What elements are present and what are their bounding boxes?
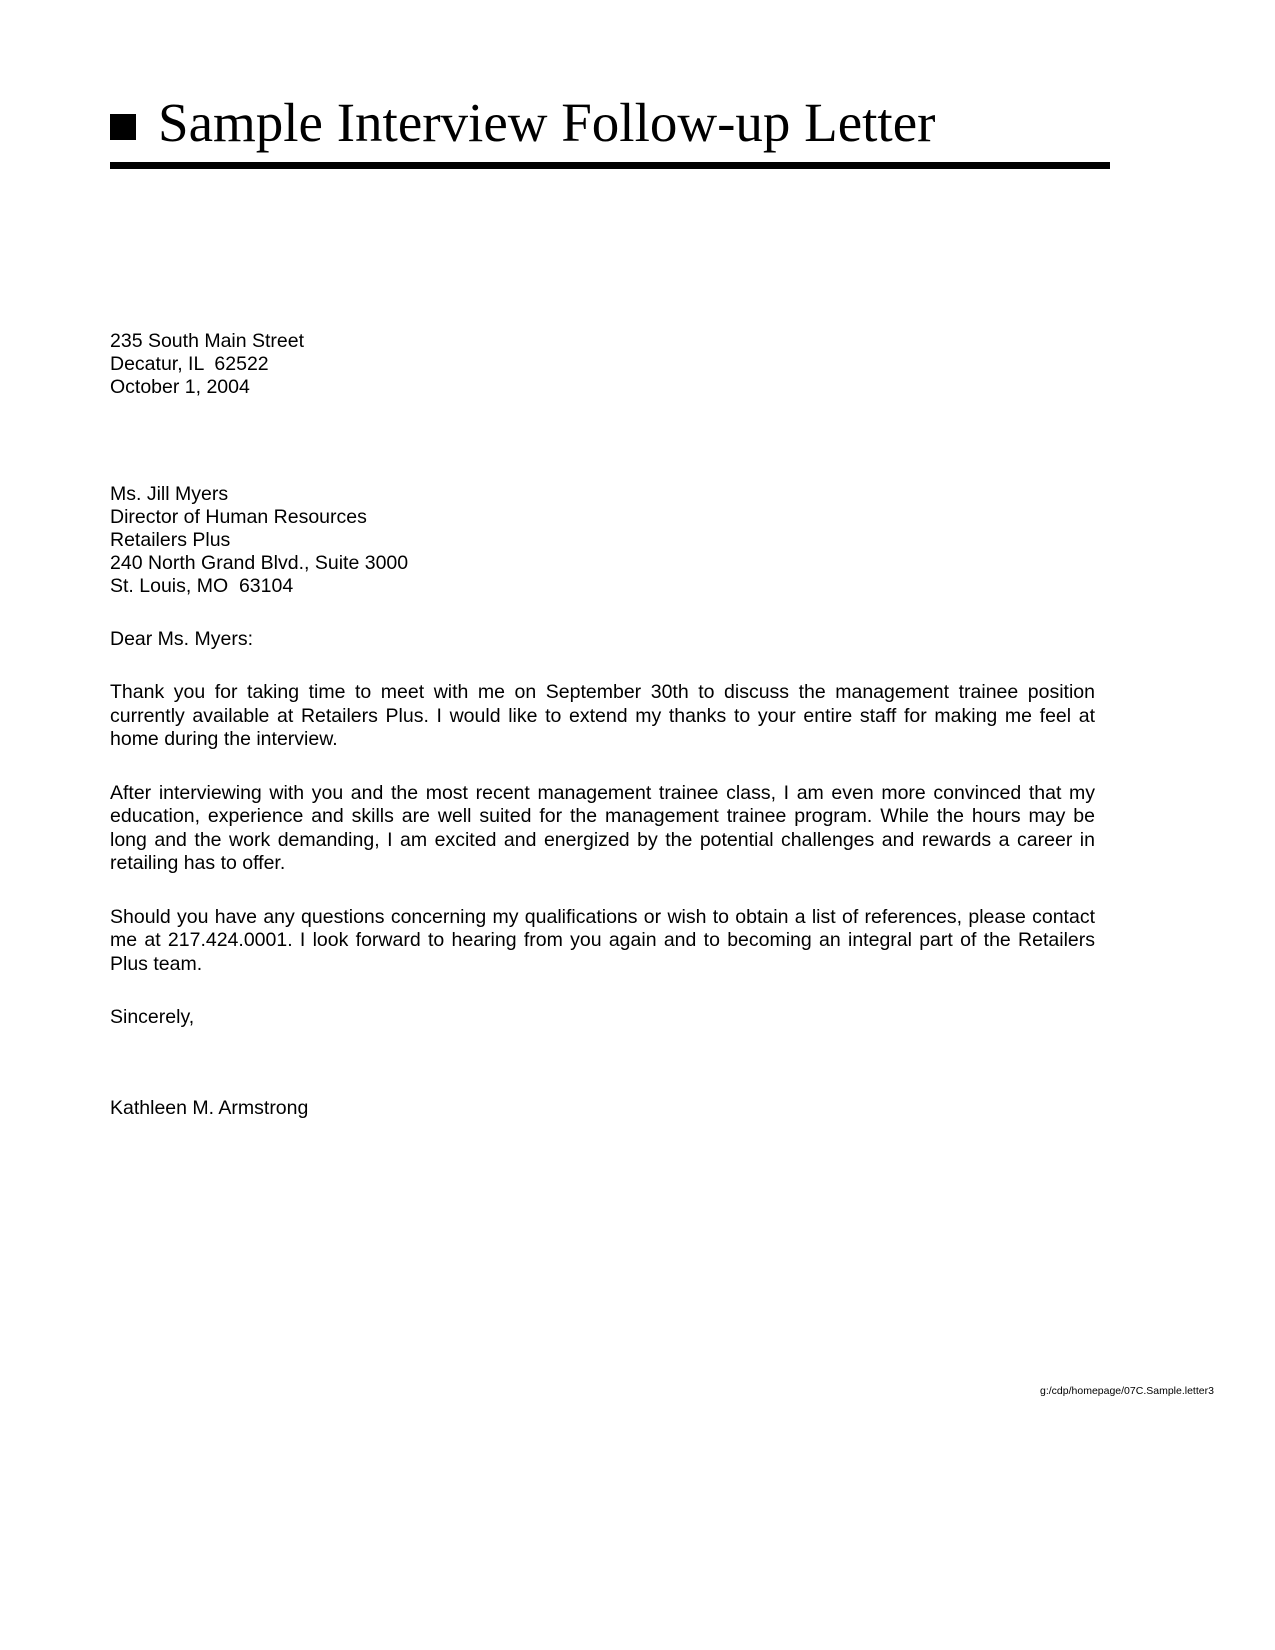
square-bullet-icon [110,114,136,140]
signature-space [110,1029,1100,1097]
spacer [110,976,1100,1006]
closing: Sincerely, [110,1006,195,1028]
signature-name: Kathleen M. Armstrong [110,1097,309,1119]
recipient-city-state-zip: St. Louis, MO 63104 [110,575,294,597]
body-paragraph-2: After interviewing with you and the most recent management trainee class, I am even more convinced that my education, experience and skills are well suited for the management trainee program. While the hours may be long and the work demanding, I am excited and energized by the potential challenges and rewards a career in retailing has to offer. [110,781,1095,874]
recipient-address [110,483,1100,598]
recipient-title: Director of Human Resources [110,506,367,528]
sender-address [110,330,1100,399]
spacer [110,598,1100,628]
salutation: Dear Ms. Myers: [110,628,254,650]
title-divider [110,162,1110,169]
title-row [110,92,1110,154]
footer-file-code: g:/cdp/homepage/07C.Sample.letter3 [1040,1385,1214,1397]
title-block [110,92,1110,169]
sender-address-line: Decatur, IL 62522 [110,353,269,375]
letter-date: October 1, 2004 [110,376,250,398]
spacer [110,752,1100,782]
page-title: Sample Interview Follow-up Letter [158,92,936,153]
sender-address-line: 235 South Main Street [110,330,305,352]
spacer [110,876,1100,906]
body-paragraph-3: Should you have any questions concerning my qualifications or wish to obtain a list of references, please contact me at 217.424.0001. I look forward to hearing from you again and to becoming an integral part of the Retailers Plus team. [110,905,1095,975]
spacer [110,651,1100,681]
spacer [110,399,1100,483]
recipient-company: Retailers Plus [110,529,231,551]
letter-body [110,330,1214,1397]
recipient-name: Ms. Jill Myers [110,483,229,505]
body-paragraph-1: Thank you for taking time to meet with me on September 30th to discuss the management trainee position currently available at Retailers Plus. I would like to extend my thanks to your entire staff for making me feel at home during the interview. [110,681,1095,750]
recipient-street: 240 North Grand Blvd., Suite 3000 [110,552,409,574]
